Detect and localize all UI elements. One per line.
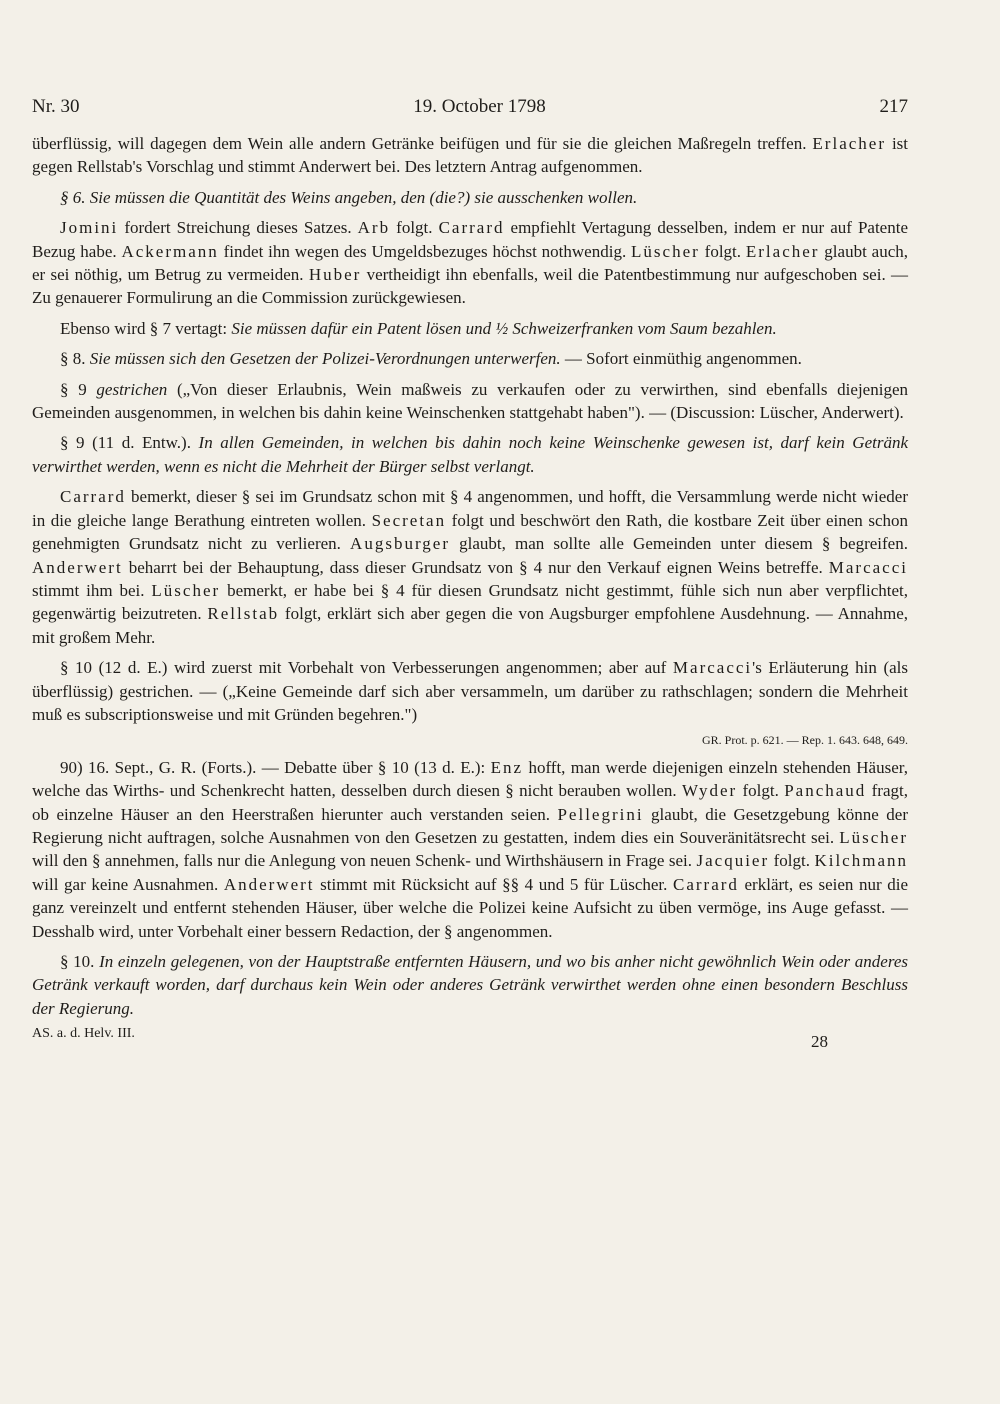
source-reference: GR. Prot. p. 621. — Rep. 1. 643. 648, 649. [701, 733, 908, 748]
paragraph: § 10. In einzeln gelegenen, von der Hauptstraße entfernten Häusern, und wo bis anher nicht gewöhnlich Wein oder anderes Getränk verkauft worden, darf durchaus kein Wein oder anderes Getränk verwirthet werden ohne einen besondern Beschluss der Regierung. [32, 952, 908, 1018]
document-number: Nr. 30 [32, 96, 80, 117]
paragraph: überflüssig, will dagegen dem Wein alle andern Getränke beifügen und für sie die gleichen Maßregeln treffen. Erlacher ist gegen Rellstab's Vorschlag und stimmt Anderwert bei. Des letztern Antrag aufgenommen. [32, 134, 909, 177]
page-number: 217 [879, 96, 908, 117]
paragraph: Ebenso wird § 7 vertagt: Sie müssen dafür ein Patent lösen und ½ Schweizerfranken vom Saum bezahlen. [60, 318, 777, 338]
paragraph: § 9 gestrichen („Von dieser Erlaubnis, Wein maßweis zu verkaufen oder zu verwirthen, sind ebenfalls diejenigen Gemeinden ausgenommen, in welchen bis dahin keine Weinschenken stattgehabt haben"). — (Discussion: Lüscher, Anderwert). [32, 379, 908, 423]
speaker-name: Erlacher [812, 134, 886, 153]
paragraph: Jomini fordert Streichung dieses Satzes. Arb folgt. Carrard empfiehlt Vertagung desselben, indem er nur auf Patente Bezug habe. Ackermann findet ihn wegen des Umgeldsbezuges höchst nothwendig. Lüscher folgt. Erlacher glaubt auch, er sei nöthig, um Betrug zu vermeiden. Huber vertheidigt ihn ebenfalls, weil die Patentbestimmung nur aufgeschoben sei. — Zu genauerer Formulirung an die Commission zurückgewiesen. [32, 218, 908, 308]
paragraph: Carrard bemerkt, dieser § sei im Grundsatz schon mit § 4 angenommen, und hofft, die Versammlung werde nicht wieder in die gleiche lange Berathung eintreten wollen. Secretan folgt und beschwört den Rath, die kostbare Zeit über einen schon genehmigten Grundsatz nicht zu verlieren. Augsburger glaubt, man sollte alle Gemeinden unter diesem § begreifen. Anderwert beharrt bei der Behauptung, dass dieser Grundsatz von § 4 nur den Verkauf eignen Weins betreffe. Marcacci stimmt ihm bei. Lüscher bemerkt, er habe bei § 4 für diesen Grundsatz nicht gestimmt, fühle sich nun aber verpflichtet, gegenwärtig beizutreten. Rellstab folgt, erklärt sich aber gegen die von Augsburger empfohlene Ausdehnung. — Annahme, mit großem Mehr. [32, 487, 909, 647]
document-page [32, 96, 908, 1052]
page-footer [32, 1026, 908, 1052]
header-date: 19. October 1798 [413, 96, 546, 117]
sheet-number: 28 [811, 1032, 828, 1052]
signature-mark: AS. a. d. Helv. III. [32, 1026, 135, 1042]
section-heading: § 6. Sie müssen die Quantität des Weins angeben, den (die?) sie ausschenken wollen. [60, 187, 638, 207]
running-header [32, 96, 908, 118]
body-text [32, 132, 908, 1020]
paragraph: § 10 (12 d. E.) wird zuerst mit Vorbehalt von Verbesserungen angenommen; aber auf Marcacci's Erläuterung hin (als überflüssig) gestrichen. — („Keine Gemeinde darf sich aber versammeln, um darüber zu rathschlagen; sondern die Mehrheit muß es subscriptionsweise und mit Gründen begehren.") [32, 658, 908, 724]
paragraph: § 9 (11 d. Entw.). In allen Gemeinden, in welchen bis dahin noch keine Weinschenke gewesen ist, darf kein Getränk verwirthet werden, wenn es nicht die Mehrheit der Bürger selbst verlangt. [32, 433, 908, 476]
paragraph: § 8. Sie müssen sich den Gesetzen der Polizei-Verordnungen unterwerfen. — Sofort einmüthig angenommen. [60, 349, 802, 369]
paragraph: 90) 16. Sept., G. R. (Forts.). — Debatte über § 10 (13 d. E.): Enz hofft, man werde diejenigen einzeln stehenden Häuser, welche das Wirths- und Schenkrecht hatten, desselben durch diesen § nicht berauben wollen. Wyder folgt. Panchaud fragt, ob einzelne Häuser an den Heerstraßen hierunter auch verstanden seien. Pellegrini glaubt, die Gesetzgebung könne der Regierung nicht auftragen, solche Ausnahmen von den Gesetzen zu gestatten, indem dies ein Souveränitätsrecht sei. Lüscher will den § annehmen, falls nur die Anlegung von neuen Schenk- und Wirthshäusern in Frage sei. Jacquier folgt. Kilchmann will gar keine Ausnahmen. Anderwert stimmt mit Rücksicht auf §§ 4 und 5 für Lüscher. Carrard erklärt, es seien nur die ganz vereinzelt und entfernt stehenden Häuser, über welche die Polizei keine Aufsicht zu üben vermöge, ins Auge gefasst. — Desshalb wird, unter Vorbehalt einer bessern Redaction, der § angenommen. [32, 757, 908, 941]
